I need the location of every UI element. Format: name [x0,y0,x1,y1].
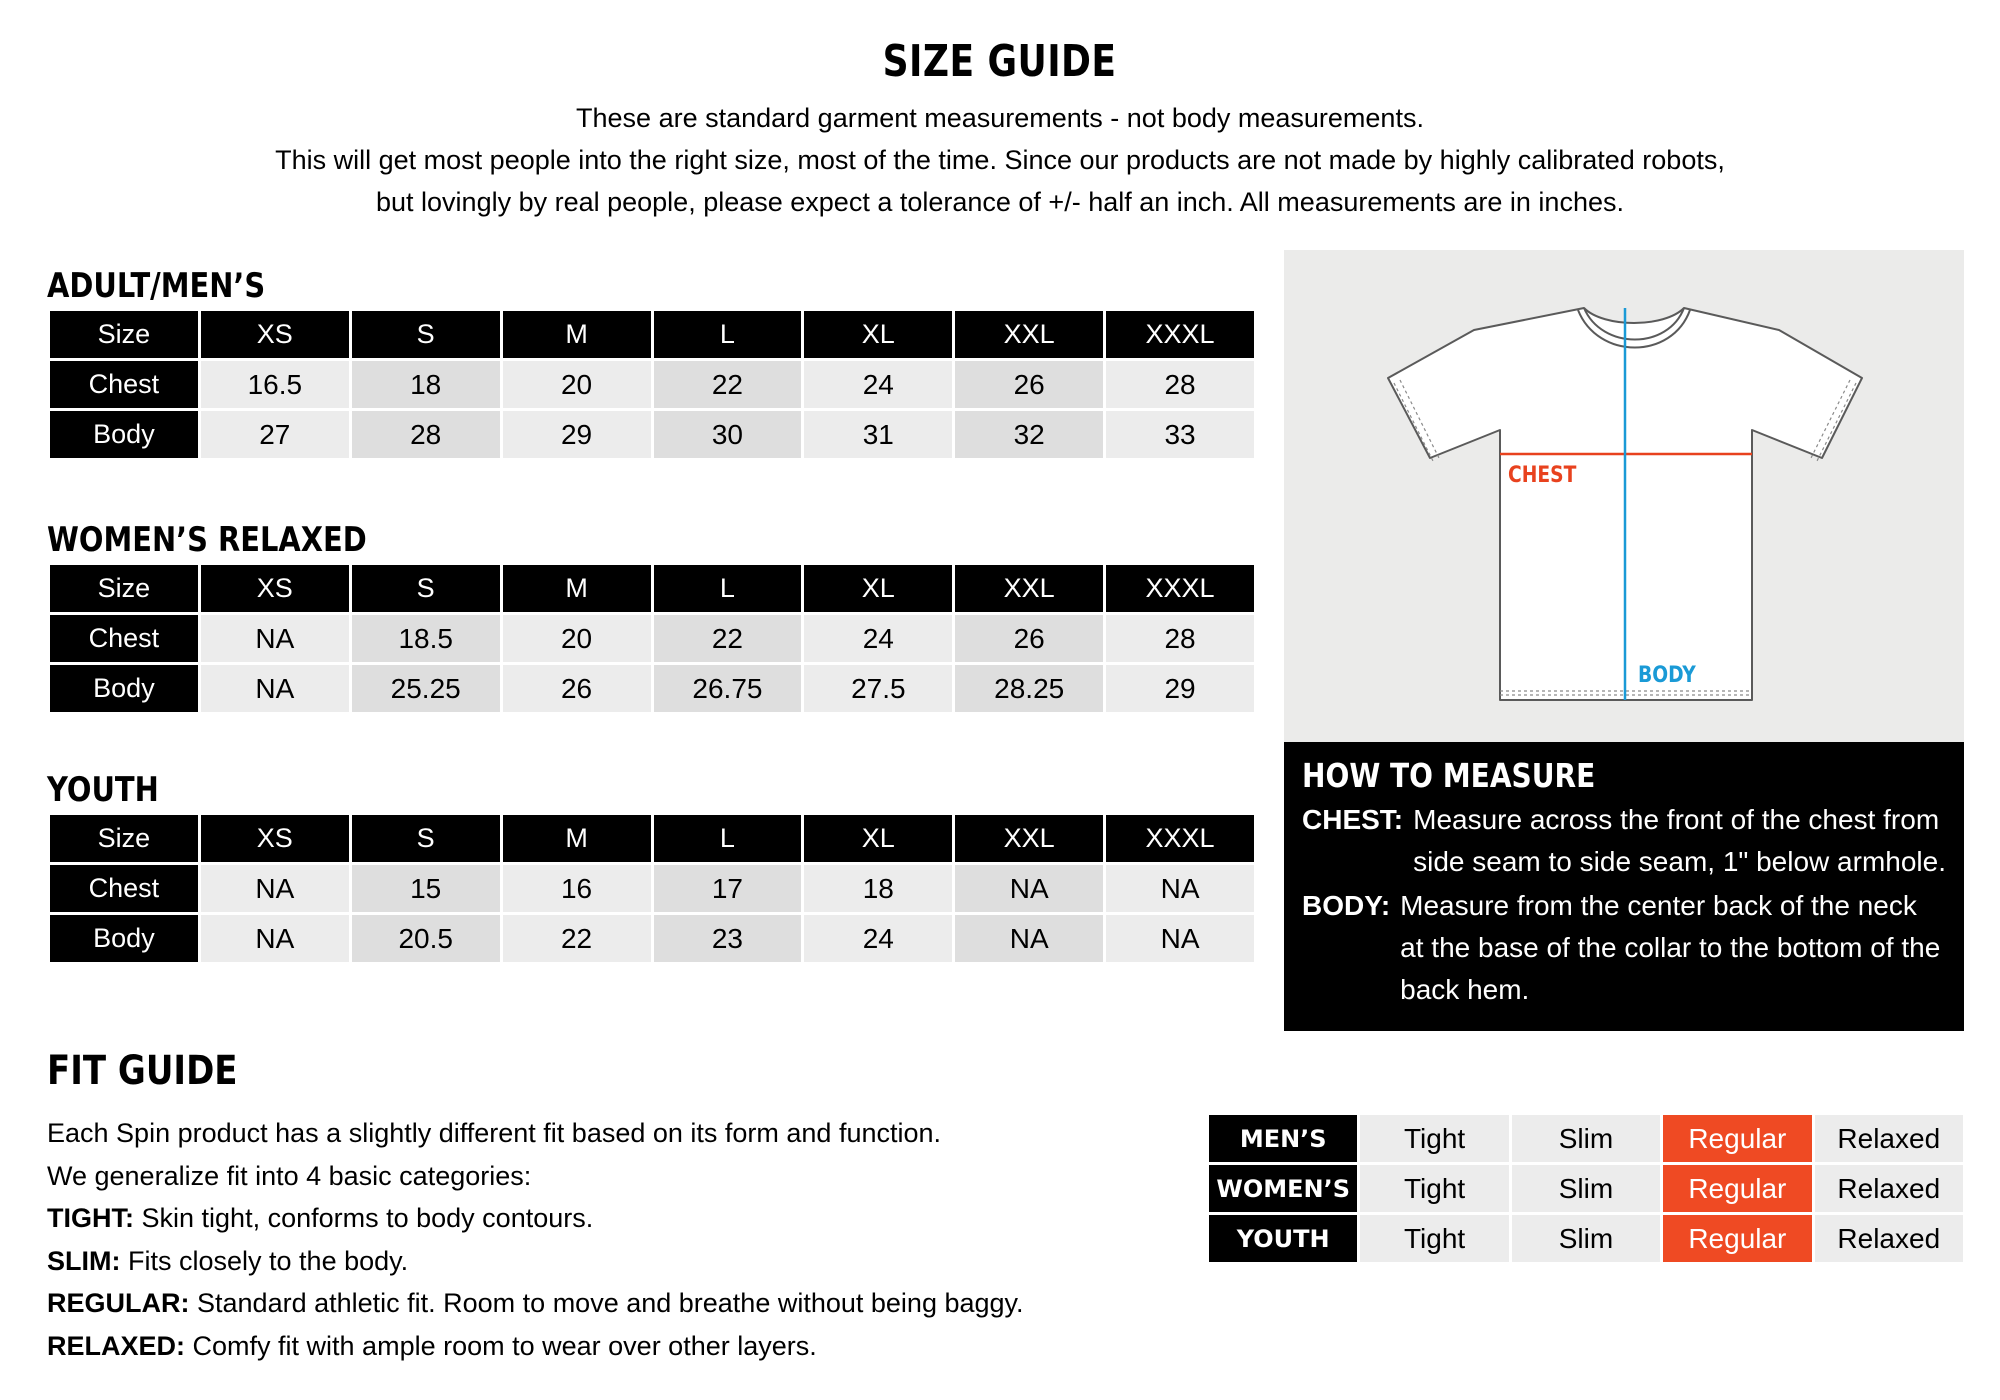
table-cell: NA [1106,915,1254,962]
fit-slim-key: SLIM: [47,1245,121,1276]
table-cell: NA [955,865,1103,912]
row-label: Chest [50,615,198,662]
table-cell: 18 [352,361,500,408]
table-cell: 24 [804,615,952,662]
table-cell: 28 [1106,615,1254,662]
table-header-cell: M [503,565,651,612]
fit-cell: Tight [1360,1215,1508,1262]
body-label: BODY [1638,661,1696,688]
chest-label: CHEST [1508,461,1577,488]
fit-cell: Slim [1512,1165,1660,1212]
fit-tight-key: TIGHT: [47,1203,134,1233]
table-cell: 16 [503,865,651,912]
fit-cell: Tight [1360,1115,1508,1162]
table-header-cell: M [503,815,651,862]
table-cell: 23 [654,915,802,962]
intro-line-1: These are standard garment measurements - not body measurements. [576,103,1424,133]
header [0,36,2000,223]
how-to-measure-title: HOW TO MEASURE [1302,756,1596,795]
fit-cell: Tight [1360,1165,1508,1212]
row-label: Chest [50,865,198,912]
table-cell: 22 [654,615,802,662]
table-header-cell: XS [201,311,349,358]
intro-line-3: but lovingly by real people, please expect a tolerance of +/- half an inch. All measurements are in inches. [376,187,1624,217]
table-header-cell: Size [50,815,198,862]
chest-row [50,615,1254,662]
fit-tight-definition [47,1197,1167,1240]
table-header-cell: Size [50,565,198,612]
table-header-cell: XL [804,815,952,862]
body-instruction-key: BODY: [1302,890,1391,921]
table-cell: 20 [503,361,651,408]
table-cell: NA [955,915,1103,962]
table-cell: 27 [201,411,349,458]
table-header-cell: Size [50,311,198,358]
table-header-cell: XL [804,311,952,358]
fit-regular-text: Standard athletic fit. Room to move and breathe without being baggy. [197,1288,1024,1318]
fit-row-label: MEN’S [1209,1115,1357,1162]
chest-row [50,361,1254,408]
fit-row-youth [1209,1215,1963,1262]
chest-row [50,865,1254,912]
table-header-cell: S [352,815,500,862]
table-header-row [50,815,1254,862]
fit-cell: Slim [1512,1115,1660,1162]
fit-slim-text: Fits closely to the body. [128,1245,409,1276]
fit-intro-line-2: We generalize fit into 4 basic categories: [47,1160,532,1191]
table-header-cell: XS [201,565,349,612]
table-header-cell: XXL [955,565,1103,612]
table-cell: 28 [352,411,500,458]
youth-size-table [47,812,1257,965]
how-to-measure-panel [1284,742,1964,1031]
fit-cell: Relaxed [1815,1215,1963,1262]
table-cell: 26 [503,665,651,712]
table-header-cell: XXXL [1106,565,1254,612]
table-header-cell: S [352,311,500,358]
fit-regular-definition [47,1282,1167,1325]
table-cell: 15 [352,865,500,912]
fit-tight-text: Skin tight, conforms to body contours. [141,1203,594,1233]
chest-instruction-text: Measure across the front of the chest from side seam to side seam, 1" below armhole. [1413,804,1946,877]
fit-row-label: YOUTH [1209,1215,1357,1262]
table-header-cell: XXL [955,815,1103,862]
chest-instruction [1302,799,1946,883]
fit-relaxed-key: RELAXED: [47,1330,186,1361]
body-row [50,411,1254,458]
table-cell: 28 [1106,361,1254,408]
intro-text [0,97,2000,223]
table-cell: 20.5 [352,915,500,962]
table-header-cell: XS [201,815,349,862]
fit-cell: Relaxed [1815,1115,1963,1162]
youth-table-title: YOUTH [47,770,159,810]
fit-cell-highlighted: Regular [1663,1215,1811,1262]
table-cell: 25.25 [352,665,500,712]
table-cell: 29 [503,411,651,458]
table-cell: 26 [955,361,1103,408]
fit-guide-title: FIT GUIDE [47,1048,238,1094]
table-cell: NA [201,915,349,962]
womens-table-title: WOMEN’S RELAXED [47,520,367,560]
table-cell: 33 [1106,411,1254,458]
table-header-cell: L [654,815,802,862]
table-cell: NA [201,615,349,662]
fit-cell: Relaxed [1815,1165,1963,1212]
womens-size-table [47,562,1257,715]
table-cell: 30 [654,411,802,458]
fit-slim-definition [47,1240,1167,1283]
fit-regular-key: REGULAR: [47,1288,190,1318]
fit-row-womens [1209,1165,1963,1212]
table-cell: 18.5 [352,615,500,662]
mens-size-table [47,308,1257,461]
row-label: Body [50,665,198,712]
table-cell: 24 [804,361,952,408]
table-cell: 28.25 [955,665,1103,712]
table-cell: NA [201,865,349,912]
page-title: SIZE GUIDE [883,36,1117,87]
table-header-row [50,565,1254,612]
row-label: Body [50,915,198,962]
body-instruction [1302,885,1946,1011]
table-header-cell: XL [804,565,952,612]
mens-table-title: ADULT/MEN’S [47,266,266,306]
table-cell: 31 [804,411,952,458]
chest-instruction-key: CHEST: [1302,804,1404,835]
table-header-cell: L [654,565,802,612]
table-cell: 32 [955,411,1103,458]
table-cell: 22 [654,361,802,408]
table-header-cell: M [503,311,651,358]
table-cell: 26.75 [654,665,802,712]
body-instruction-text: Measure from the center back of the neck at the base of the collar to the bottom of the back hem. [1400,890,1941,1005]
fit-intro-line-1: Each Spin product has a slightly different fit based on its form and function. [47,1118,942,1148]
row-label: Chest [50,361,198,408]
table-cell: 27.5 [804,665,952,712]
body-row [50,665,1254,712]
fit-row-mens [1209,1115,1963,1162]
table-header-row [50,311,1254,358]
table-header-cell: XXL [955,311,1103,358]
table-cell: NA [201,665,349,712]
table-header-cell: S [352,565,500,612]
fit-row-label: WOMEN’S [1209,1165,1357,1212]
tshirt-diagram [1284,250,1964,742]
table-cell: 26 [955,615,1103,662]
fit-relaxed-definition [47,1325,1167,1368]
table-cell: 18 [804,865,952,912]
table-cell: 29 [1106,665,1254,712]
fit-relaxed-text: Comfy fit with ample room to wear over other layers. [192,1330,817,1361]
row-label: Body [50,411,198,458]
fit-guide-text [47,1112,1167,1367]
table-cell: 22 [503,915,651,962]
table-header-cell: L [654,311,802,358]
intro-line-2: This will get most people into the right size, most of the time. Since our products are not made by highly calibrated robots, [275,145,1725,175]
fit-table [1206,1112,1966,1265]
table-cell: 24 [804,915,952,962]
fit-cell-highlighted: Regular [1663,1165,1811,1212]
table-cell: 20 [503,615,651,662]
fit-cell-highlighted: Regular [1663,1115,1811,1162]
table-header-cell: XXXL [1106,815,1254,862]
table-header-cell: XXXL [1106,311,1254,358]
table-cell: 17 [654,865,802,912]
table-cell: 16.5 [201,361,349,408]
fit-cell: Slim [1512,1215,1660,1262]
table-cell: NA [1106,865,1254,912]
tshirt-diagram-panel [1284,250,1964,742]
body-row [50,915,1254,962]
